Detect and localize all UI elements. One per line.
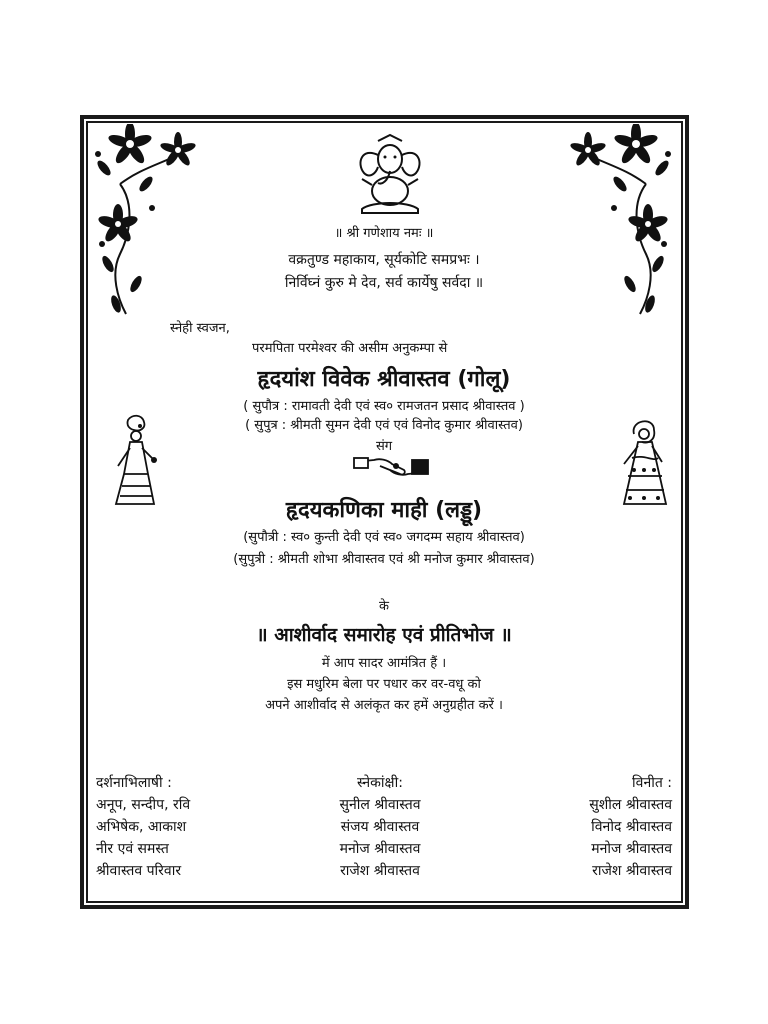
- footer-right-name: विनोद श्रीवास्तव: [591, 819, 672, 835]
- with-label: संग: [375, 439, 393, 454]
- ke-text: के: [379, 599, 389, 614]
- groom-name: हृदयांश विवेक श्रीवास्तव (गोलू): [257, 367, 511, 392]
- footer-left-name: अनूप, सन्दीप, रवि: [96, 797, 191, 813]
- shloka-line-1: वक्रतुण्ड महाकाय, सूर्यकोटि समप्रभः ।: [288, 252, 480, 268]
- footer-center-name: संजय श्रीवास्तव: [340, 819, 420, 835]
- shloka-line-2: निर्विघ्नं कुरु मे देव, सर्व कार्येषु सर्वदा ॥: [284, 275, 484, 291]
- footer-center-name: राजेश श्रीवास्तव: [340, 863, 420, 879]
- invite-line-3: अपने आशीर्वाद से अलंकृत कर हमें अनुग्रहीत करें ।: [265, 698, 503, 713]
- blessing-line: परमपिता परमेश्वर की असीम अनुकम्पा से: [252, 341, 448, 356]
- footer-center-column: [300, 772, 460, 882]
- footer-right-name: मनोज श्रीवास्तव: [591, 841, 672, 857]
- footer-left-heading: दर्शनाभिलाषी :: [96, 775, 172, 791]
- handshake-icon: [352, 452, 430, 482]
- invite-line-1: में आप सादर आमंत्रित हैं ।: [321, 656, 447, 671]
- invite-line-2: इस मधुरिम बेला पर पधार कर वर-वधू को: [287, 677, 481, 692]
- footer-left-name: नीर एवं समस्त: [96, 841, 169, 857]
- ganesha-icon: [348, 133, 432, 217]
- groom-grandparents: ( सुपौत्र : रामावती देवी एवं स्व० रामजतन प्रसाद श्रीवास्तव ): [243, 399, 525, 414]
- invocation-text: ॥ श्री गणेशाय नमः ॥: [334, 226, 434, 241]
- footer-right-name: सुशील श्रीवास्तव: [589, 797, 672, 813]
- footer-right-heading: विनीत :: [632, 775, 672, 791]
- footer-left-name: श्रीवास्तव परिवार: [96, 863, 182, 879]
- footer-right-column: [500, 772, 672, 882]
- footer-left-column: [96, 772, 190, 882]
- footer-center-heading: स्नेकांक्षी:: [357, 775, 403, 791]
- footer-center-name: मनोज श्रीवास्तव: [339, 841, 421, 857]
- footer-right-name: राजेश श्रीवास्तव: [592, 863, 672, 879]
- greeting-text: स्नेही स्वजन,: [170, 321, 230, 336]
- bride-name: हृदयकणिका माही (लड्डू): [285, 498, 483, 523]
- groom-parents: ( सुपुत्र : श्रीमती सुमन देवी एवं एवं विनोद कुमार श्रीवास्तव): [245, 418, 523, 433]
- event-title: ॥ आशीर्वाद समारोह एवं प्रीतिभोज ॥: [256, 624, 512, 646]
- footer-center-name: सुनील श्रीवास्तव: [339, 797, 421, 813]
- bride-grandparents: (सुपौत्री : स्व० कुन्ती देवी एवं स्व० जगदम्म सहाय श्रीवास्तव): [243, 530, 525, 545]
- footer-left-name: अभिषेक, आकाश: [96, 819, 187, 835]
- bride-parents: (सुपुत्री : श्रीमती शोभा श्रीवास्तव एवं श्री मनोज कुमार श्रीवास्तव): [233, 552, 535, 567]
